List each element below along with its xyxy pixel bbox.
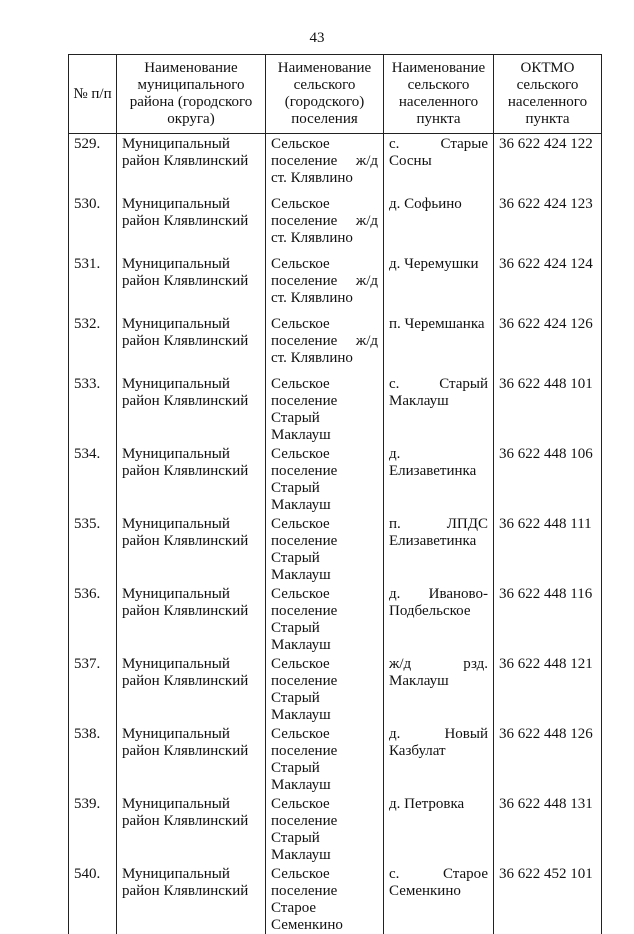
page-number: 43	[309, 30, 325, 46]
table-row	[69, 314, 602, 374]
row-oktmo: 36 622 424 126	[494, 314, 602, 374]
table-row	[69, 654, 602, 724]
row-locality: д. Черемушки	[384, 254, 494, 314]
header-locality: Наименование сельского населенного пункта	[384, 55, 494, 134]
header-oktmo: ОКТМО сельского населенного пункта	[494, 55, 602, 134]
row-oktmo: 36 622 424 124	[494, 254, 602, 314]
row-district: Муниципальный район Клявлинский	[117, 314, 266, 374]
table-row	[69, 254, 602, 314]
row-oktmo: 36 622 424 123	[494, 194, 602, 254]
row-district: Муниципальный район Клявлинский	[117, 654, 266, 724]
row-district: Муниципальный район Клявлинский	[117, 514, 266, 584]
row-oktmo: 36 622 448 101	[494, 374, 602, 444]
row-num: 535.	[69, 514, 117, 584]
header-num: № п/п	[69, 55, 117, 134]
row-settlement: Сельское поселение Старый Маклауш	[266, 444, 384, 514]
row-settlement: Сельское поселение Старый Маклауш	[266, 794, 384, 864]
row-locality: д. Иваново-Подбельское	[384, 584, 494, 654]
row-oktmo: 36 622 448 116	[494, 584, 602, 654]
row-oktmo: 36 622 448 111	[494, 514, 602, 584]
row-district: Муниципальный район Клявлинский	[117, 374, 266, 444]
row-oktmo: 36 622 448 121	[494, 654, 602, 724]
row-oktmo: 36 622 424 122	[494, 134, 602, 195]
row-locality: ж/д рзд. Маклауш	[384, 654, 494, 724]
row-num: 540.	[69, 864, 117, 934]
row-settlement: Сельское поселение Старый Маклауш	[266, 584, 384, 654]
table-row	[69, 724, 602, 794]
row-oktmo: 36 622 448 126	[494, 724, 602, 794]
row-district: Муниципальный район Клявлинский	[117, 724, 266, 794]
row-num: 539.	[69, 794, 117, 864]
table-row	[69, 864, 602, 934]
table-row	[69, 194, 602, 254]
row-locality: п. ЛПДС Елизаветинка	[384, 514, 494, 584]
row-locality: д. Софьино	[384, 194, 494, 254]
table-header-row	[69, 55, 602, 134]
row-settlement: Сельское поселение ж/д ст. Клявлино	[266, 314, 384, 374]
row-settlement: Сельское поселение ж/д ст. Клявлино	[266, 134, 384, 195]
settlements-table	[68, 54, 602, 934]
table-row	[69, 794, 602, 864]
row-settlement: Сельское поселение Старый Маклауш	[266, 654, 384, 724]
row-locality: с. Старый Маклауш	[384, 374, 494, 444]
row-num: 537.	[69, 654, 117, 724]
table-row	[69, 374, 602, 444]
row-district: Муниципальный район Клявлинский	[117, 794, 266, 864]
row-num: 532.	[69, 314, 117, 374]
row-district: Муниципальный район Клявлинский	[117, 864, 266, 934]
table-row	[69, 444, 602, 514]
row-settlement: Сельское поселение Старый Маклауш	[266, 514, 384, 584]
row-num: 529.	[69, 134, 117, 195]
row-num: 536.	[69, 584, 117, 654]
row-locality: д. Елизаветинка	[384, 444, 494, 514]
row-district: Муниципальный район Клявлинский	[117, 194, 266, 254]
table-row	[69, 134, 602, 195]
row-num: 534.	[69, 444, 117, 514]
row-district: Муниципальный район Клявлинский	[117, 254, 266, 314]
row-num: 530.	[69, 194, 117, 254]
row-district: Муниципальный район Клявлинский	[117, 134, 266, 195]
row-settlement: Сельское поселение ж/д ст. Клявлино	[266, 254, 384, 314]
row-locality: д. Новый Казбулат	[384, 724, 494, 794]
row-settlement: Сельское поселение Старый Маклауш	[266, 724, 384, 794]
row-num: 538.	[69, 724, 117, 794]
row-locality: д. Петровка	[384, 794, 494, 864]
row-num: 533.	[69, 374, 117, 444]
table-row	[69, 514, 602, 584]
row-district: Муниципальный район Клявлинский	[117, 444, 266, 514]
row-locality: с. Старое Семенкино	[384, 864, 494, 934]
row-settlement: Сельское поселение Старое Семенкино	[266, 864, 384, 934]
table-row	[69, 584, 602, 654]
row-locality: п. Черемшанка	[384, 314, 494, 374]
row-settlement: Сельское поселение Старый Маклауш	[266, 374, 384, 444]
row-locality: с. Старые Сосны	[384, 134, 494, 195]
row-oktmo: 36 622 448 131	[494, 794, 602, 864]
row-district: Муниципальный район Клявлинский	[117, 584, 266, 654]
header-settlement: Наименование сельского (городского) поселения	[266, 55, 384, 134]
row-oktmo: 36 622 448 106	[494, 444, 602, 514]
row-settlement: Сельское поселение ж/д ст. Клявлино	[266, 194, 384, 254]
row-oktmo: 36 622 452 101	[494, 864, 602, 934]
row-num: 531.	[69, 254, 117, 314]
header-district: Наименование муниципального района (городского округа)	[117, 55, 266, 134]
